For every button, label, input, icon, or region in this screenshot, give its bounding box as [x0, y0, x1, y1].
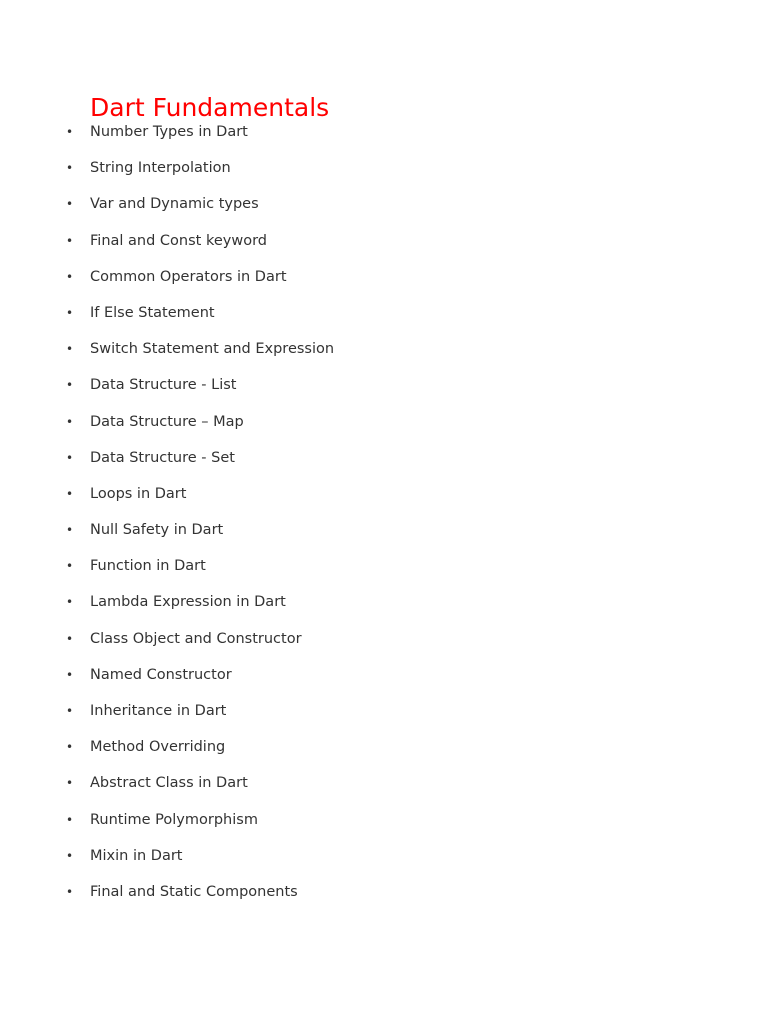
list-item-label: Common Operators in Dart — [90, 268, 287, 285]
list-item-label: Var and Dynamic types — [90, 196, 259, 213]
bullet-icon: • — [66, 523, 74, 538]
list-item-label: If Else Statement — [90, 304, 215, 321]
list-item-label: Data Structure – Map — [90, 413, 244, 430]
list-item-label: Null Safety in Dart — [90, 522, 224, 539]
list-item-label: Final and Static Components — [90, 883, 298, 900]
bullet-icon: • — [66, 378, 74, 393]
bullet-icon: • — [66, 704, 74, 718]
bullet-icon: • — [66, 233, 74, 248]
bullet-icon: • — [66, 631, 74, 646]
bullet-icon: • — [66, 667, 74, 682]
bullet-icon: • — [66, 125, 74, 139]
list-item-label: Method Overriding — [90, 739, 226, 756]
list-item-label: Data Structure - Set — [90, 449, 235, 466]
bullet-icon: • — [66, 414, 74, 429]
bullet-icon: • — [66, 305, 74, 320]
list-item-label: Class Object and Constructor — [90, 630, 302, 647]
list-item-label: Final and Const keyword — [90, 232, 267, 249]
list-item-label: Lambda Expression in Dart — [90, 594, 286, 611]
bullet-icon: • — [66, 559, 74, 574]
list-item-label: Runtime Polymorphism — [90, 811, 258, 828]
bullet-icon: • — [66, 486, 74, 501]
bullet-icon: • — [66, 776, 74, 791]
list-item-label: Number Types in Dart — [90, 124, 248, 140]
page-title: Dart Fundamentals — [90, 93, 330, 122]
bullet-icon: • — [66, 450, 74, 465]
list-item-label: Inheritance in Dart — [90, 703, 227, 719]
list-item-label: Function in Dart — [90, 558, 206, 575]
bullet-icon: • — [66, 884, 74, 899]
list-item-label: Abstract Class in Dart — [90, 775, 248, 792]
bullet-icon: • — [66, 812, 74, 827]
bullet-icon: • — [66, 197, 74, 212]
list-item-label: Switch Statement and Expression — [90, 341, 335, 358]
bullet-icon: • — [66, 848, 74, 863]
bullet-icon: • — [66, 269, 74, 284]
list-item-label: Loops in Dart — [90, 485, 187, 502]
list-item-label: Data Structure - List — [90, 377, 237, 394]
bullet-icon: • — [66, 595, 74, 610]
bullet-icon: • — [66, 740, 74, 755]
bullet-icon: • — [66, 161, 74, 176]
list-item-label: String Interpolation — [90, 160, 231, 177]
bullet-icon: • — [66, 342, 74, 357]
list-item-label: Mixin in Dart — [90, 847, 183, 864]
list-item-label: Named Constructor — [90, 666, 232, 683]
